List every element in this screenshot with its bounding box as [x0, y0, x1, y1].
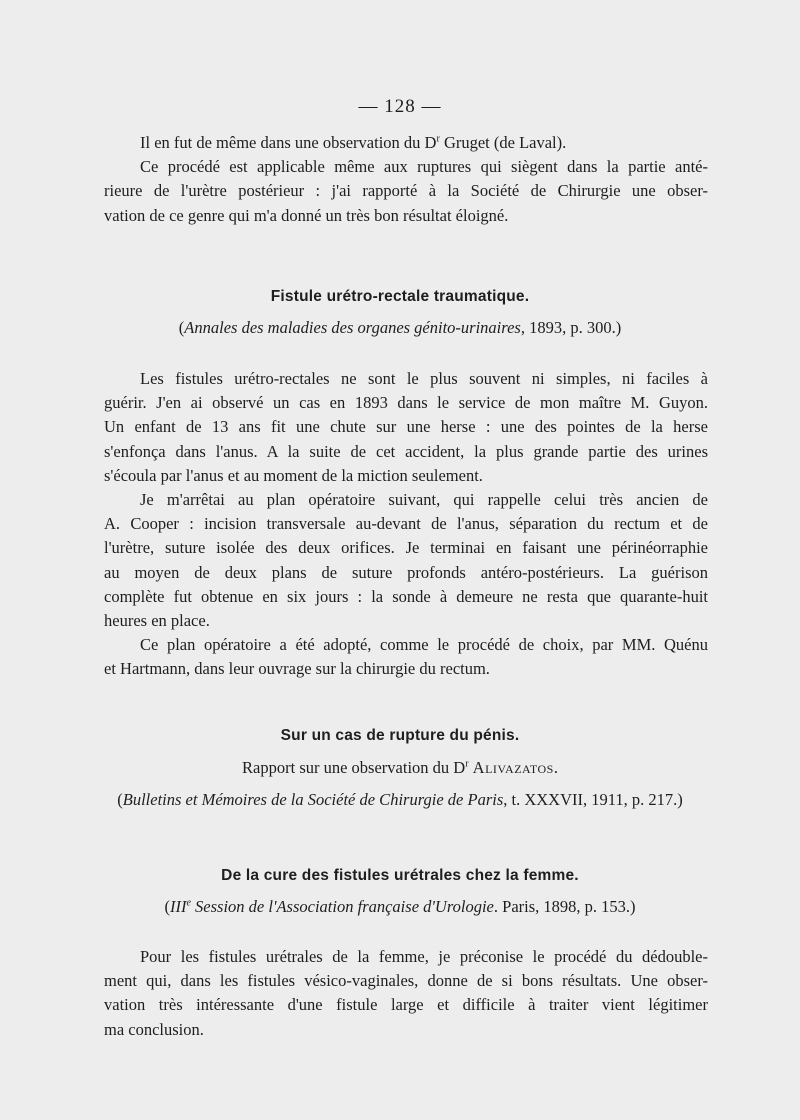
p3-line-1: Ce plan opératoire a été adopté, comme le procédé de choix, par MM. Quénu: [140, 635, 708, 655]
section-reference-annales: (Annales des maladies des organes génito-urinaires, 1893, p. 300.): [178, 318, 622, 337]
p2-line-2: A. Cooper : incision transversale au-devant de l'anus, séparation du rectum et de: [104, 514, 708, 534]
page-number: — 128 —: [358, 96, 442, 117]
p4-line-2: ment qui, dans les fistules vésico-vaginales, donne de si bons résultats. Une obser-: [104, 971, 708, 991]
p1-line-3: Un enfant de 13 ans fit une chute sur une herse : une des pointes de la herse: [104, 417, 708, 437]
p2-line-4: au moyen de deux plans de suture profonds antéro-postérieurs. La guérison: [104, 562, 708, 582]
section-title-rupture: Sur un cas de rupture du pénis.: [280, 727, 520, 744]
section-title-cure: De la cure des fistules urétrales chez la femme.: [221, 867, 579, 884]
intro-line-2: Ce procédé est applicable même aux ruptures qui siègent dans la partie anté-: [140, 157, 708, 177]
section-report-line: Rapport sur une observation du $D^r$ Alivazatos.: [242, 758, 558, 777]
p1-line-1: Les fistules urétro-rectales ne sont le plus souvent ni simples, ni faciles à: [140, 369, 708, 388]
p1-line-2: guérir. J'en ai observé un cas en 1893 dans le service de mon maître M. Guyon.: [104, 393, 708, 413]
section1-body: [104, 367, 708, 682]
section-title-fistule: Fistule urétro-rectale traumatique.: [270, 288, 530, 305]
p3-line-2: et Hartmann, dans leur ouvrage sur la chirurgie du rectum.: [104, 659, 490, 679]
p2-line-5: complète fut obtenue en six jours : la sonde à demeure ne resta que quarante-huit: [104, 586, 708, 606]
p1-line-5: s'écoula par l'anus et au moment de la miction seulement.: [104, 465, 483, 485]
p4-line-1: Pour les fistules urétrales de la femme, je préconise le procédé du dédouble-: [140, 947, 708, 966]
p4-line-3: vation très intéressante d'une fistule large et difficile à traiter vient légitimer: [104, 995, 708, 1015]
intro-line-3: rieure de l'urètre postérieur : j'ai rapporté à la Société de Chirurgie une obser-: [104, 181, 708, 201]
intro-line-1: Il en fut de même dans une observation du $D^r$ Gruget (de Laval).: [140, 133, 567, 152]
intro-text: [104, 131, 708, 228]
section-reference-session: (IIIe Session de l'Association française d'Urologie. Paris, 1898, p. 153.): [164, 897, 636, 916]
p2-line-1: Je m'arrêtai au plan opératoire suivant, qui rappelle celui très ancien de: [140, 490, 708, 510]
section3-body: [104, 945, 708, 1042]
p2-line-6: heures en place.: [104, 611, 210, 631]
section-reference-bulletins: (Bulletins et Mémoires de la Société de Chirurgie de Paris, t. XXXVII, 1911, p. 217.): [117, 790, 683, 809]
p1-line-4: s'enfonça dans l'anus. A la suite de cet accident, la plus grande partie des urines: [104, 441, 708, 461]
p4-line-4: ma conclusion.: [104, 1019, 204, 1039]
p2-line-3: l'urètre, suture isolée des deux orifices. Je terminai en faisant une périnéorraphie: [104, 538, 708, 558]
intro-line-4: vation de ce genre qui m'a donné un très bon résultat éloigné.: [104, 205, 509, 225]
